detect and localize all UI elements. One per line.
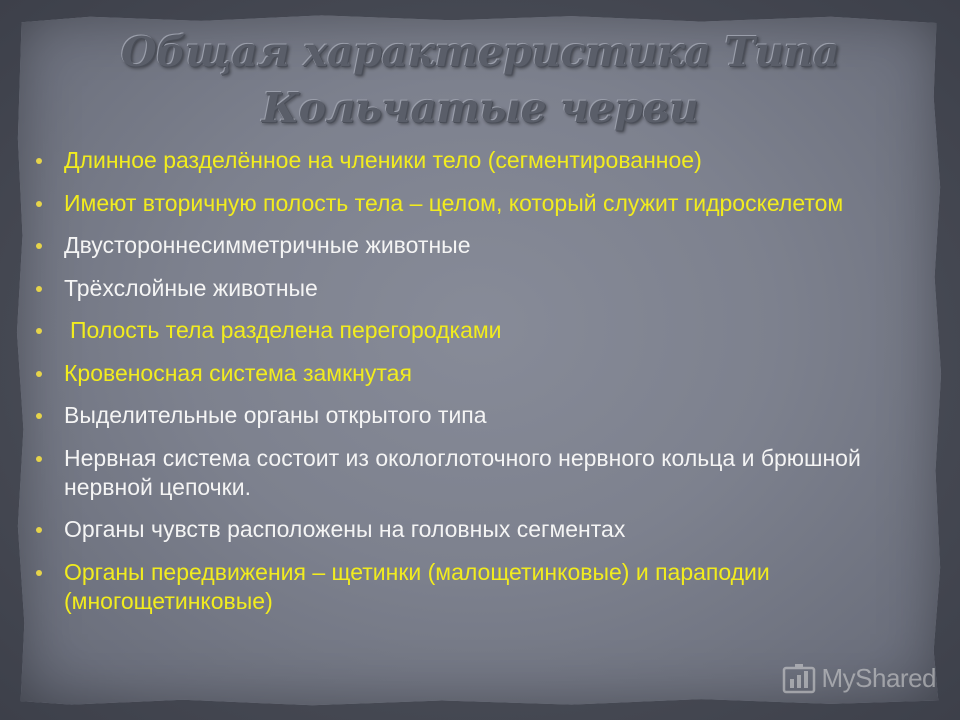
- title-line-2: Кольчатые черви: [261, 84, 699, 132]
- bullet-dot-icon: [36, 527, 42, 533]
- bullet-item: [32, 444, 912, 502]
- bullet-text: Органы чувств расположены на головных сегментах: [64, 516, 626, 542]
- bullet-item: [32, 274, 912, 303]
- bullet-text: Имеют вторичную полость тела – целом, который служит гидроскелетом: [64, 189, 844, 216]
- bullet-text: Кровеносная система замкнутая: [64, 359, 412, 386]
- myshared-logo-icon: [782, 664, 816, 694]
- bullet-item: [32, 515, 912, 544]
- bullet-text: Органы передвижения – щетинки (малощетинковые) и параподии (многощетинковые): [64, 558, 770, 614]
- bullet-text: Выделительные органы открытого типа: [64, 402, 487, 428]
- bullet-text: Двустороннесимметричные животные: [64, 232, 471, 258]
- bullet-item: [32, 359, 912, 388]
- bullet-item: [32, 146, 912, 175]
- bullet-list: [32, 146, 912, 629]
- bullet-item: [32, 401, 912, 430]
- myshared-watermark: [782, 663, 937, 694]
- bullet-dot-icon: [36, 328, 42, 334]
- bullet-text: Трёхслойные животные: [64, 274, 318, 301]
- bullet-dot-icon: [36, 570, 42, 576]
- slide-title: [0, 24, 960, 136]
- bullet-dot-icon: [36, 158, 42, 164]
- bullet-text: Длинное разделённое на членики тело (сегментированное): [64, 147, 702, 173]
- bullet-item: [32, 231, 912, 260]
- bullet-dot-icon: [36, 456, 42, 462]
- bullet-dot-icon: [36, 413, 42, 419]
- bullet-text: Полость тела разделена перегородками: [70, 317, 502, 343]
- bullet-item: [32, 558, 912, 616]
- bullet-dot-icon: [36, 371, 42, 377]
- bullet-item: [32, 189, 912, 218]
- watermark-text: MyShared: [821, 663, 936, 693]
- bullet-dot-icon: [36, 243, 42, 249]
- bullet-dot-icon: [36, 286, 42, 292]
- bullet-dot-icon: [36, 201, 42, 207]
- title-line-1: Общая характеристика Типа: [120, 28, 840, 76]
- bullet-item: [32, 316, 912, 345]
- bullet-text: Нервная система состоит из окологлоточного нервного кольца и брюшной нервной цепочки.: [64, 444, 861, 500]
